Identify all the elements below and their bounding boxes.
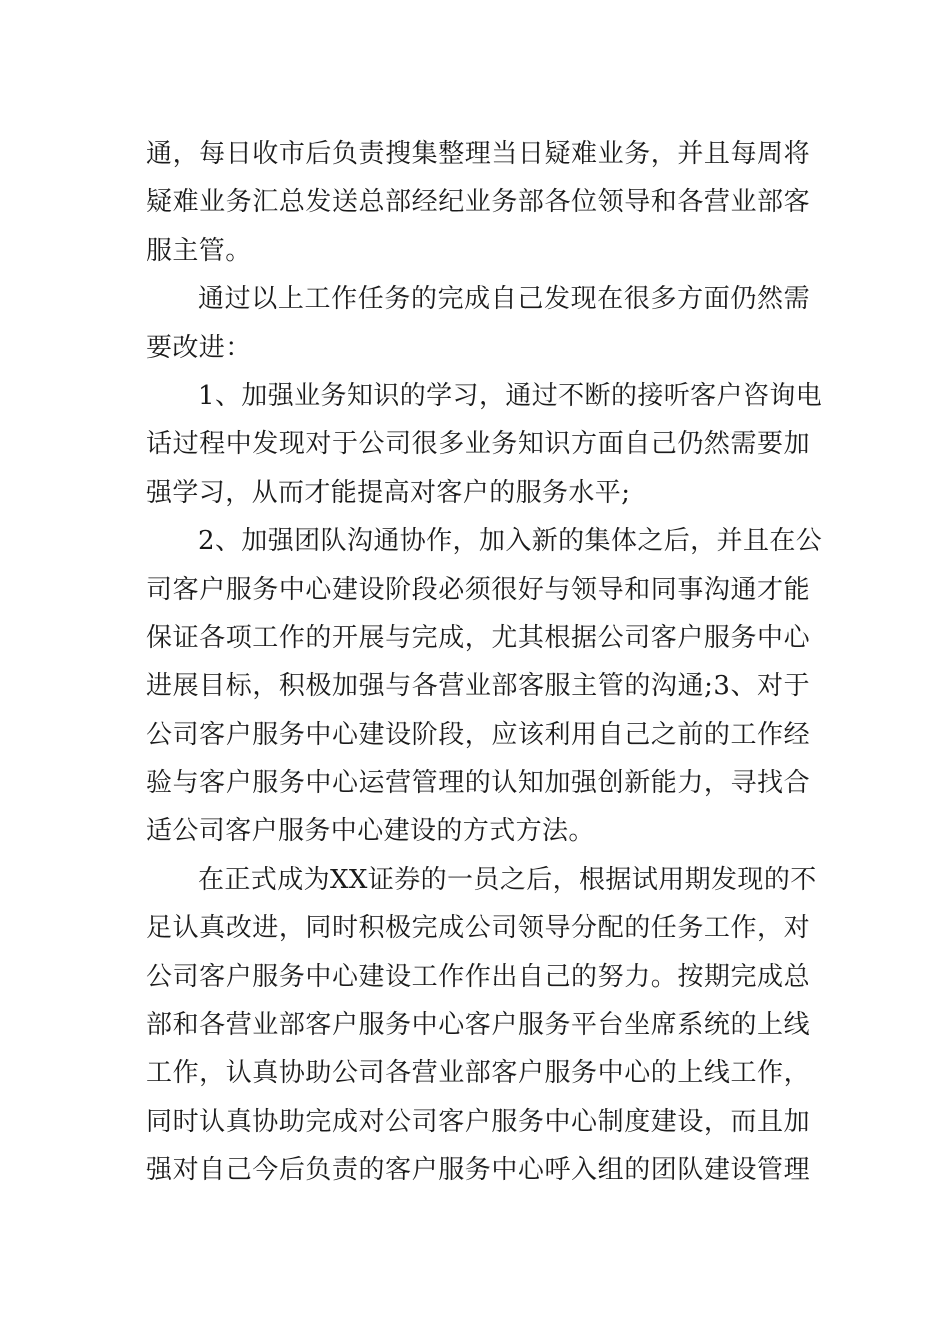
text-line: 公司客户服务中心建设阶段，应该利用自己之前的工作经 <box>146 719 810 750</box>
paragraph-first-line: 2、加强团队沟通协作，加入新的集体之后，并且在公 <box>198 526 823 557</box>
text-line: 要改进： <box>146 332 252 363</box>
text-line: 疑难业务汇总发送总部经纪业务部各位领导和各营业部客 <box>146 187 810 218</box>
text-line: 适公司客户服务中心建设的方式方法。 <box>146 816 595 847</box>
paragraph-first-line: 通过以上工作任务的完成自己发现在很多方面仍然需 <box>198 284 810 315</box>
text-line: 公司客户服务中心建设工作作出自己的努力。按期完成总 <box>146 961 810 992</box>
text-line: 部和各营业部客户服务中心客户服务平台坐席系统的上线 <box>146 1010 810 1041</box>
text-line: 司客户服务中心建设阶段必须很好与领导和同事沟通才能 <box>146 574 810 605</box>
text-line: 验与客户服务中心运营管理的认知加强创新能力，寻找合 <box>146 768 810 799</box>
body-text <box>146 130 823 1195</box>
text-line: 强对自己今后负责的客户服务中心呼入组的团队建设管理 <box>146 1155 810 1186</box>
text-line: 话过程中发现对于公司很多业务知识方面自己仍然需要加 <box>146 429 810 460</box>
text-line: 进展目标，积极加强与各营业部客服主管的沟通;3、对于 <box>146 671 810 702</box>
text-line: 服主管。 <box>146 235 252 266</box>
text-line: 通，每日收市后负责搜集整理当日疑难业务，并且每周将 <box>146 139 810 169</box>
paragraph-first-line: 在正式成为XX证券的一员之后，根据试用期发现的不 <box>198 864 817 895</box>
text-line: 同时认真协助完成对公司客户服务中心制度建设，而且加 <box>146 1106 810 1137</box>
text-line: 足认真改进，同时积极完成公司领导分配的任务工作，对 <box>146 913 810 944</box>
text-line: 强学习，从而才能提高对客户的服务水平; <box>146 477 631 508</box>
text-line: 工作，认真协助公司各营业部客户服务中心的上线工作， <box>146 1058 810 1089</box>
text-line: 保证各项工作的开展与完成，尤其根据公司客户服务中心 <box>146 622 810 653</box>
paragraph-first-line: 1、加强业务知识的学习，通过不断的接听客户咨询电 <box>198 380 823 411</box>
